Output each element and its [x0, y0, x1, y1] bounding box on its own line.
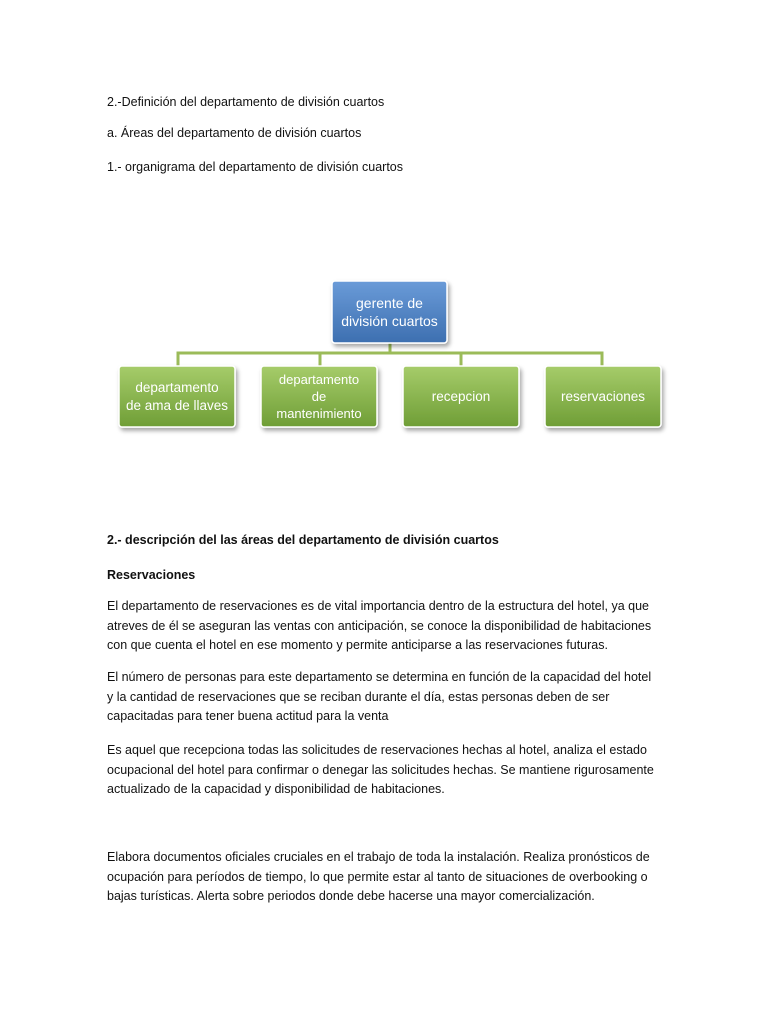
paragraph-3-line: Es aquel que recepciona todas las solicitudes de reservaciones hechas al hotel, analiza el estado	[107, 743, 647, 757]
section-subtitle: Reservaciones	[107, 568, 196, 582]
paragraph-2	[107, 668, 667, 727]
org-label-reservaciones	[545, 366, 661, 427]
org-child1-line2: de ama de llaves	[125, 397, 229, 413]
paragraph-3-line: actualizado de la capacidad y disponibilidad de habitaciones.	[107, 782, 445, 796]
paragraph-1-line: El departamento de reservaciones es de vital importancia dentro de la estructura del hotel, ya que	[107, 599, 649, 613]
org-child2-line2: de	[311, 389, 327, 404]
heading-areas: a. Áreas del departamento de división cuartos	[107, 126, 362, 140]
org-child1-line1: departamento	[135, 379, 219, 395]
paragraph-1-line: atreves de él se aseguran las ventas con anticipación, se conoce la disponibilidad de habitaciones	[107, 618, 652, 633]
paragraph-1-line: con que cuenta el hotel en ese momento y permite anticiparse a las reservaciones futuras.	[107, 638, 608, 652]
org-label-recepcion	[403, 366, 519, 427]
org-root-line1: gerente de	[356, 295, 423, 311]
paragraph-3-line: ocupacional del hotel para confirmar o denegar las solicitudes hechas. Se mantiene rigurosamente	[107, 762, 654, 777]
heading-organigrama: 1.- organigrama del departamento de división cuartos	[107, 160, 404, 174]
org-root-line2: división cuartos	[341, 313, 438, 329]
org-child4-line1: reservaciones	[560, 388, 646, 404]
org-chart	[0, 0, 768, 440]
org-label-ama-de-llaves	[119, 366, 235, 427]
paragraph-4-line: ocupación para períodos de tiempo, lo que permite estar al tanto de situaciones de overbooking o	[107, 869, 648, 884]
org-label-root	[332, 281, 447, 343]
paragraph-1	[107, 597, 667, 656]
paragraph-3	[107, 741, 667, 800]
paragraph-2-line: El número de personas para este departamento se determina en función de la capacidad del hotel	[107, 670, 652, 684]
heading-definicion: 2.-Definición del departamento de división cuartos	[107, 95, 385, 109]
connectors	[178, 343, 602, 366]
org-child2-line1: departamento	[278, 372, 360, 387]
org-label-mantenimiento	[261, 366, 377, 427]
paragraph-2-line: capacitadas para tener buena actitud para la venta	[107, 709, 389, 723]
paragraph-4-line: bajas turísticas. Alerta sobre periodos donde debe hacerse una mayor comercialización.	[107, 889, 595, 903]
section-title: 2.- descripción del las áreas del departamento de división cuartos	[107, 533, 499, 547]
paragraph-2-line: y la cantidad de reservaciones que se reciban durante el día, estas personas deben de ser	[107, 689, 610, 704]
org-child3-line1: recepcion	[431, 388, 491, 404]
paragraph-4	[107, 848, 667, 907]
paragraph-4-line: Elabora documentos oficiales cruciales en el trabajo de toda la instalación. Realiza pronósticos de	[107, 850, 650, 864]
org-child2-line3: mantenimiento	[276, 406, 362, 421]
